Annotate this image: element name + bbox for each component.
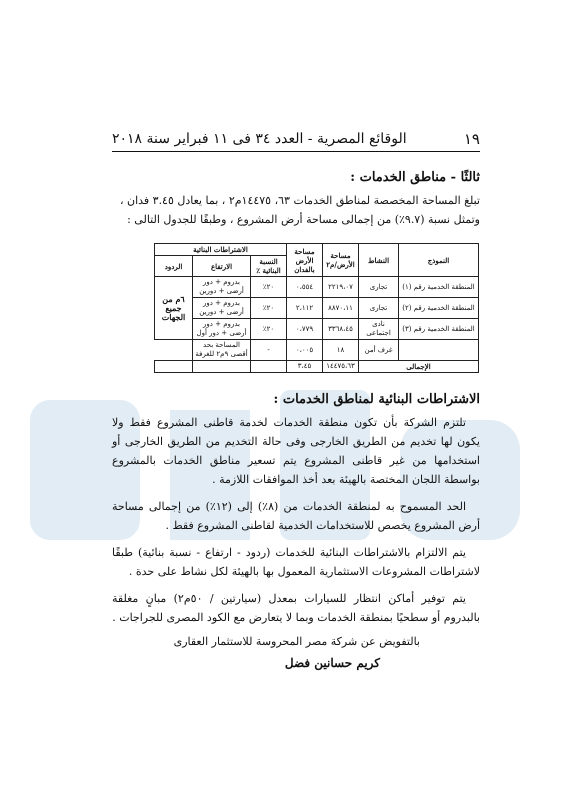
cell-coverage: - (251, 340, 287, 361)
conditions-section (112, 392, 480, 670)
cell-activity: غرف أمن (359, 340, 399, 361)
cell-area-m2: ٢٢١٩،٠٧ (323, 277, 359, 298)
cell-area-feddan: ٠،٠٠٥ (287, 340, 323, 361)
cell-area-feddan: ٢،١١٢ (287, 298, 323, 319)
cell-coverage: ٢٠٪ (251, 319, 287, 340)
conditions-paragraph: تلتزم الشركة بأن تكون منطقة الخدمات لخدمة قاطنى المشروع فقط ولا يكون لها تخديم من الطريق الخارجى وفى حالة التخديم من الطريق الخارجى أو استخدامها من غير قاطنى المشروع يتم تسعير مناطق الخدمات بالمشروع بواسطة اللجان المختصة بالهيئة بعد أخذ الموافقات اللازمة . (112, 416, 480, 486)
cell-height: بدروم + دور أرضى + دورين (193, 298, 251, 319)
conditions-paragraph: الحد المسموح به لمنطقة الخدمات من (٨٪) إلى (١٢٪) من إجمالى مساحة أرض المشروع يخصص للاستخدامات الخدمية لقاطنى المشروع فقط . (112, 500, 480, 532)
cell-area-m2: ٣٣٦٨،٤٥ (323, 319, 359, 340)
page-number: ١٩ (463, 130, 480, 148)
col-building-conditions: الاشتراطات البنائية (155, 244, 287, 256)
col-setbacks: الردود (155, 256, 193, 277)
cell-area-feddan: ٠،٥٥٤ (287, 277, 323, 298)
cell-coverage: ٢٠٪ (251, 277, 287, 298)
cell-total-area-feddan: ٣،٤٥ (287, 361, 323, 373)
cell-area-m2: ٨٨٧٠،١١ (323, 298, 359, 319)
services-table (114, 243, 479, 373)
col-area-feddan: مساحة الأرض بالفدان (287, 244, 323, 277)
cell-activity: نادى اجتماعى (359, 319, 399, 340)
cell-activity: تجارى (359, 298, 399, 319)
cell-area-feddan: ٠،٧٧٩ (287, 319, 323, 340)
col-activity: النشاط (359, 244, 399, 277)
header-title: الوقائع المصرية - العدد ٣٤ فى ١١ فبراير سنة ٢٠١٨ (112, 131, 407, 147)
table-total-row (115, 361, 479, 373)
col-model: النموذج (399, 244, 479, 277)
conditions-paragraph: يتم توفير أماكن انتظار للسيارات بمعدل (سيارتين / ٥٠م٢) مبانٍ مغلقة بالبدروم أو سطحيًا بمنطقة الخدمات وبما لا يتعارض مع الكود المصرى للجراجات . (112, 592, 480, 624)
signature-name: كريم حسانين فضل (284, 656, 380, 670)
cell-model: المنطقة الخدمية رقم (٣) (399, 319, 479, 340)
section-line-2: وتمثل نسبة (٩.٧٪) من إجمالى مساحة أرض المشروع ، وطبقًا للجدول التالى : (127, 213, 480, 226)
col-coverage: النسبة البنائية ٪ (251, 256, 287, 277)
cell-model (399, 340, 479, 361)
signature-line: بالتفويض عن شركة مصر المحروسة للاستثمار العقارى (173, 635, 420, 648)
table-header-row (115, 244, 479, 256)
cell-height: بدروم + دور أرضى + دورين (193, 277, 251, 298)
section-services (112, 170, 480, 229)
cell-setbacks: ٦م من جميع الجهات (155, 277, 193, 340)
section-heading: ثالثًا - مناطق الخدمات : (350, 170, 480, 185)
page-header (112, 128, 480, 150)
header-rule (112, 151, 480, 152)
conditions-heading: الاشتراطات البنائية لمناطق الخدمات : (273, 392, 480, 407)
table-row (115, 277, 479, 298)
section-line-1: تبلغ المساحة المخصصة لمناطق الخدمات ٦٣، ١٤٤٧٥م٢ ، بما يعادل ٣.٤٥ فدان ، (119, 194, 480, 207)
cell-area-m2: ١٨ (323, 340, 359, 361)
col-height: الارتفاع (193, 256, 251, 277)
conditions-paragraph: يتم الالتزام بالاشتراطات البنائية للخدمات (ردود - ارتفاع - نسبة بنائية) طبقًا لاشتراطات المشروعات الاستثمارية المعمول بها بالهيئة لكل نشاط على حدة . (112, 546, 480, 578)
cell-height: بدروم + دور أرضى + دور أول (193, 319, 251, 340)
cell-model: المنطقة الخدمية رقم (٢) (399, 298, 479, 319)
cell-total-label: الإجمالى (359, 361, 479, 373)
cell-activity: تجارى (359, 277, 399, 298)
cell-total-area-m2: ١٤٤٧٥،٦٣ (323, 361, 359, 373)
col-area-m2: مساحة الأرض/م٢ (323, 244, 359, 277)
cell-model: المنطقة الخدمية رقم (١) (399, 277, 479, 298)
cell-height: المساحة بحد أقصى ٩م٢ للغرفة (193, 340, 251, 361)
cell-coverage: ٢٠٪ (251, 298, 287, 319)
table-row (115, 340, 479, 361)
